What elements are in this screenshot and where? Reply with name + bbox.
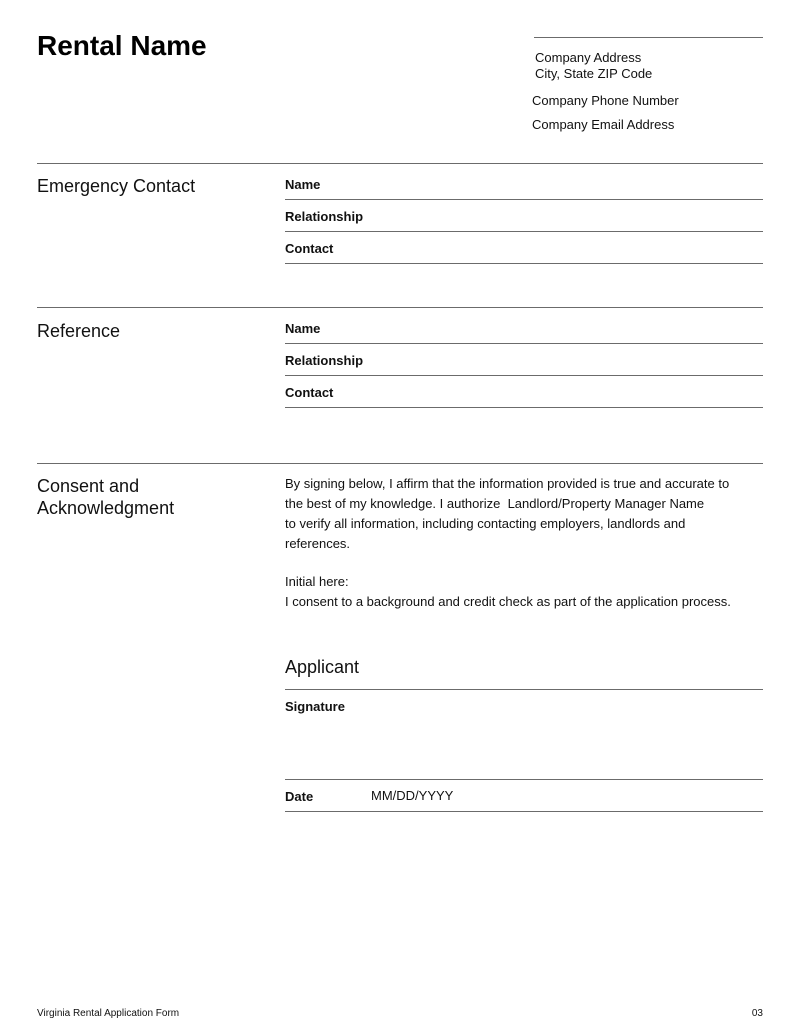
emergency-relationship-field[interactable] bbox=[285, 231, 763, 232]
date-label: Date bbox=[285, 789, 314, 804]
company-divider bbox=[534, 37, 763, 38]
consent-heading-line1: Consent and bbox=[37, 476, 140, 496]
emergency-name-label: Name bbox=[285, 177, 321, 192]
applicant-heading: Applicant bbox=[285, 657, 360, 677]
company-email: Company Email Address bbox=[532, 117, 675, 132]
consent-heading-line2: Acknowledgment bbox=[37, 498, 175, 518]
company-phone: Company Phone Number bbox=[532, 93, 679, 108]
footer-form-name: Virginia Rental Application Form bbox=[37, 1008, 180, 1019]
date-input[interactable]: MM/DD/YYYY bbox=[371, 788, 454, 803]
company-city-state-zip: City, State ZIP Code bbox=[535, 66, 653, 81]
signature-field[interactable] bbox=[285, 779, 763, 780]
emergency-relationship-label: Relationship bbox=[285, 209, 364, 224]
consent-paragraph-line: references. bbox=[285, 536, 351, 551]
applicant-divider bbox=[285, 689, 763, 690]
emergency-contact-heading: Emergency Contact bbox=[37, 176, 196, 196]
consent-statement: I consent to a background and credit check as part of the application process. bbox=[285, 594, 731, 609]
initial-here-label: Initial here: bbox=[285, 574, 349, 589]
reference-relationship-label: Relationship bbox=[285, 353, 364, 368]
emergency-contact-label: Contact bbox=[285, 241, 334, 256]
consent-heading bbox=[37, 475, 174, 519]
signature-label: Signature bbox=[285, 699, 345, 714]
reference-heading: Reference bbox=[37, 321, 121, 341]
reference-name-label: Name bbox=[285, 321, 321, 336]
emergency-name-field[interactable] bbox=[285, 199, 763, 200]
reference-relationship-field[interactable] bbox=[285, 375, 763, 376]
emergency-contact-field[interactable] bbox=[285, 263, 763, 264]
consent-paragraph-line: the best of my knowledge. I authorize Landlord/Property Manager Name bbox=[285, 496, 705, 511]
reference-section-divider bbox=[37, 307, 763, 308]
emergency-section-divider bbox=[37, 163, 763, 164]
consent-paragraph-line: By signing below, I affirm that the information provided is true and accurate to bbox=[285, 476, 730, 491]
consent-paragraph bbox=[285, 474, 755, 554]
reference-contact-label: Contact bbox=[285, 385, 334, 400]
consent-section-divider bbox=[37, 463, 763, 464]
footer-page-number: 03 bbox=[751, 1008, 763, 1019]
rental-name-title: Rental Name bbox=[37, 30, 207, 61]
consent-paragraph-line: to verify all information, including contacting employers, landlords and bbox=[285, 516, 686, 531]
reference-name-field[interactable] bbox=[285, 343, 763, 344]
date-field-underline bbox=[285, 811, 763, 812]
reference-contact-field[interactable] bbox=[285, 407, 763, 408]
company-address: Company Address bbox=[535, 50, 642, 65]
